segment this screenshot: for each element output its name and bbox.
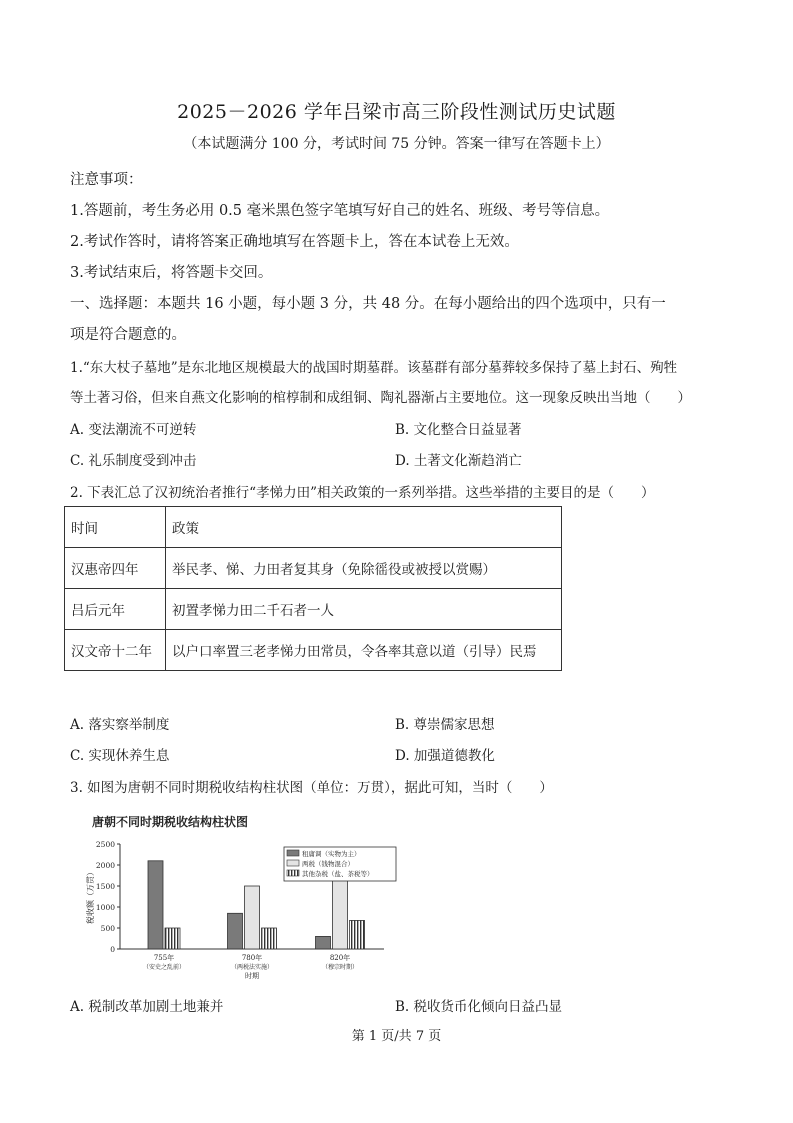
table-row: [65, 548, 562, 589]
legend-swatch: [287, 870, 299, 876]
y-tick-label: 500: [100, 924, 115, 933]
bar-1: [228, 913, 243, 949]
table-row: [65, 589, 562, 630]
question-2-option-a[interactable]: A. 落实察举制度: [70, 717, 170, 733]
y-axis-label: 税收额（万贯）: [86, 868, 95, 924]
question-2-stem: 2. 下表汇总了汉初统治者推行“孝悌力田”相关政策的一系列举措。这些举措的主要目的是（ ）: [70, 485, 655, 501]
y-tick-label: 2000: [95, 861, 115, 870]
x-tick-label-period: （穆宗时期）: [321, 964, 359, 971]
legend-label: 租庸调（实物为主）: [302, 850, 361, 858]
notice-item-3: 3.考试结束后，将答题卡交回。: [70, 265, 273, 281]
x-tick-label-year: 755年: [153, 954, 175, 962]
x-tick-label-year: 780年: [241, 954, 263, 962]
question-1-stem-line1: 1.“东大杖子墓地”是东北地区规模最大的战国时期墓群。该墓群有部分墓葬较多保持了墓上封石、殉牲: [70, 360, 678, 376]
tax-structure-bar-chart: [84, 812, 414, 982]
bar-1: [316, 936, 331, 949]
bar-3: [262, 928, 277, 949]
question-2-option-b[interactable]: B. 尊崇儒家思想: [395, 717, 495, 733]
question-1-option-b[interactable]: B. 文化整合日益显著: [395, 422, 522, 438]
table-cell-policy: 举民孝、悌、力田者复其身（免除徭役或被授以赏赐）: [166, 548, 562, 589]
question-3-option-b[interactable]: B. 税收货币化倾向日益凸显: [395, 999, 563, 1015]
x-tick-label-period: （两税法实施）: [230, 964, 274, 971]
section1-heading-line2: 项是符合题意的。: [70, 327, 186, 343]
exam-instructions-subtitle: （本试题满分 100 分，考试时间 75 分钟。答案一律写在答题卡上）: [183, 136, 610, 152]
x-tick-label-year: 820年: [329, 954, 351, 962]
table-cell-time: 汉惠帝四年: [65, 548, 166, 589]
table-cell-policy: 初置孝悌力田二千石者一人: [166, 589, 562, 630]
page-title: 2025－2026 学年吕梁市高三阶段性测试历史试题: [177, 101, 616, 123]
question-1-option-a[interactable]: A. 变法潮流不可逆转: [70, 422, 197, 438]
y-tick-label: 2500: [95, 840, 115, 849]
notice-heading: 注意事项：: [70, 172, 143, 188]
legend-label: 两税（钱物混合）: [302, 860, 354, 868]
y-tick-label: 1000: [95, 903, 115, 912]
y-tick-label: 0: [110, 945, 115, 954]
table-header-time: 时间: [65, 507, 166, 548]
legend-swatch: [287, 860, 299, 866]
question-1-option-d[interactable]: D. 土著文化渐趋消亡: [395, 453, 522, 469]
x-tick-label-period: （安史之乱前）: [142, 964, 186, 971]
bar-1: [148, 861, 163, 949]
chart-title: 唐朝不同时期税收结构柱状图: [92, 815, 249, 829]
policy-table: [64, 506, 562, 671]
question-1-option-c[interactable]: C. 礼乐制度受到冲击: [70, 453, 197, 469]
question-2-option-d[interactable]: D. 加强道德教化: [395, 748, 495, 764]
question-3-stem: 3. 如图为唐朝不同时期税收结构柱状图（单位：万贯），据此可知，当时（ ）: [70, 780, 553, 796]
table-cell-policy: 以户口率置三老孝悌力田常员，令各率其意以道（引导）民焉: [166, 630, 562, 671]
legend-label: 其他杂税（盐、茶税等）: [302, 870, 374, 878]
question-2-option-c[interactable]: C. 实现休养生息: [70, 748, 170, 764]
bar-2: [245, 886, 260, 949]
legend-swatch: [287, 850, 299, 856]
table-row: [65, 630, 562, 671]
bar-3: [165, 928, 180, 949]
y-tick-label: 1500: [95, 882, 115, 891]
notice-item-1: 1.答题前，考生务必用 0.5 毫米黑色签字笔填写好自己的姓名、班级、考号等信息。: [70, 203, 610, 219]
table-cell-time: 吕后元年: [65, 589, 166, 630]
x-axis-label: 时期: [245, 972, 259, 980]
notice-item-2: 2.考试作答时，请将答案正确地填写在答题卡上，答在本试卷上无效。: [70, 234, 519, 250]
table-cell-time: 汉文帝十二年: [65, 630, 166, 671]
bar-3: [350, 920, 365, 949]
question-3-option-a[interactable]: A. 税制改革加剧土地兼并: [70, 999, 224, 1015]
question-1-stem-line2: 等土著习俗，但来自燕文化影响的棺椁制和成组铜、陶礼器渐占主要地位。这一现象反映出当地（ ）: [70, 390, 691, 406]
page-footer: 第 1 页/共 7 页: [351, 1029, 442, 1044]
section1-heading-line1: 一、选择题：本题共 16 小题，每小题 3 分，共 48 分。在每小题给出的四个选项中，只有一: [70, 296, 666, 312]
table-header-row: [65, 507, 562, 548]
table-header-policy: 政策: [166, 507, 562, 548]
